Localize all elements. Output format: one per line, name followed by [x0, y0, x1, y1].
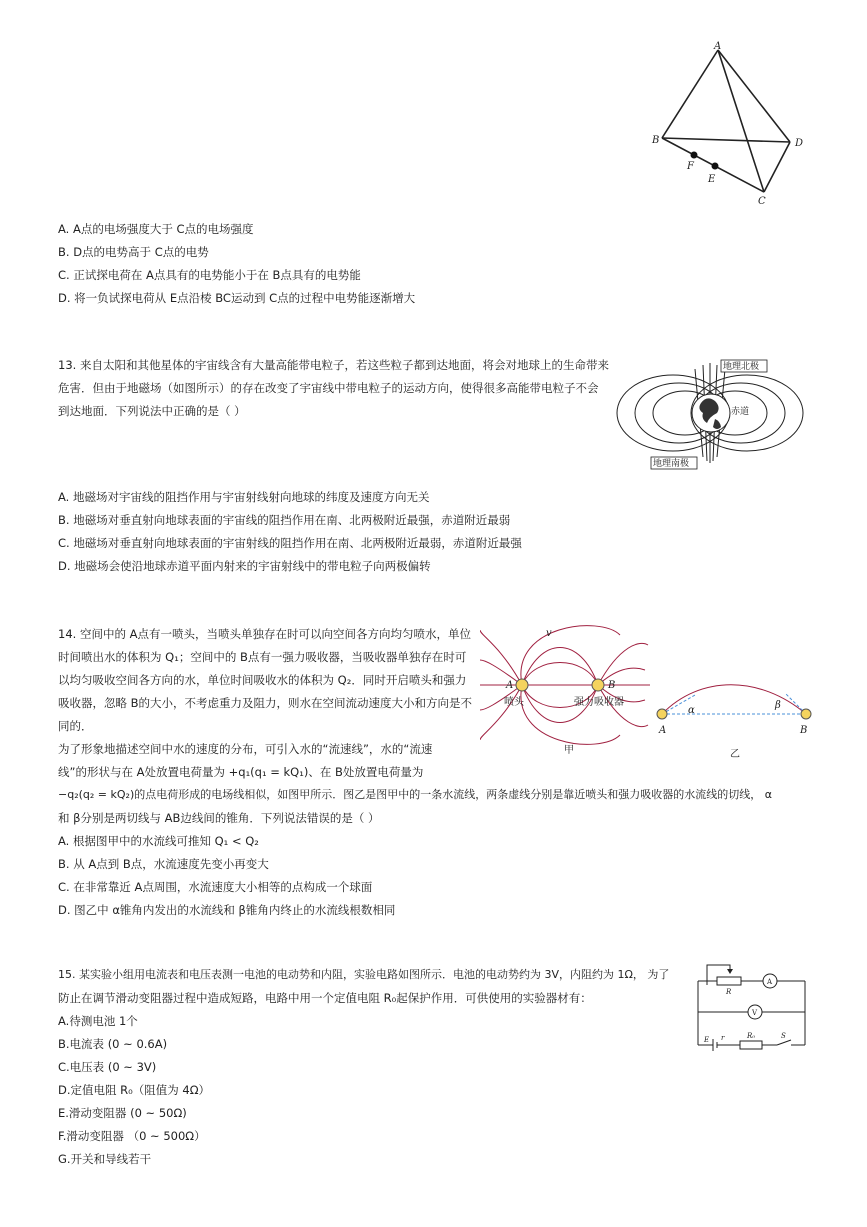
q14-stem-line-8: −q₂(q₂ = kQ₂)的点电荷形成的电场线相似，如图甲所示．图乙是图甲中的一条水流线，两条虚线分别是靠近喷头和强力吸收器的水流线的切线， α: [58, 788, 772, 801]
q15-item-g: G.开关和导线若干: [58, 1152, 152, 1166]
label-absorber: 强力吸收器: [574, 697, 624, 708]
label-r-internal: r: [721, 1034, 725, 1042]
q14-option-b: B. 从 A点到 B点，水流速度先变小再变大: [58, 857, 269, 871]
q13-stem-line-1: 13. 来自太阳和其他星体的宇宙线含有大量高能带电粒子，若这些粒子都到达地面，将会对地球上的生命带来: [58, 358, 609, 372]
q13-stem-line-2: 危害．但由于地磁场（如图所示）的存在改变了宇宙线中带电粒子的运动方向，使得很多高能带电粒子不会: [58, 381, 599, 395]
label-nozzle: 喷头: [504, 697, 524, 708]
q15-stem-line-2: 防止在调节滑动变阻器过程中造成短路，电路中用一个定值电阻 R₀起保护作用．可供使用的实验器材有：: [58, 991, 592, 1005]
q13-option-d: D. 地磁场会使沿地球赤道平面内射来的宇宙射线中的带电粒子向两极偏转: [58, 559, 431, 573]
q14-stem-line-7: 线”的形状与在 A处放置电荷量为 +q₁(q₁ = kQ₁)、在 B处放置电荷量为: [58, 765, 424, 779]
label-alpha: α: [688, 705, 695, 716]
label-a: A: [714, 41, 722, 52]
q13-option-c: C. 地磁场对垂直射向地球表面的宇宙射线的阻挡作用在南、北两极附近最弱，赤道附近最强: [58, 536, 522, 550]
q12-option-a: A. A点的电场强度大于 C点的电场强度: [58, 222, 254, 236]
label-beta: β: [775, 700, 781, 711]
q14-stem-line-1: 14. 空间中的 A点有一喷头，当喷头单独存在时可以向空间各方向均匀喷水，单位: [58, 627, 471, 641]
label-b-jia: B: [608, 680, 616, 691]
q14-stem-line-3: 以均匀吸收空间各方向的水，单位时间吸收水的体积为 Q₂．同时开启喷头和强力: [58, 673, 467, 687]
label-yi: 乙: [730, 749, 740, 760]
label-south-pole: 地理南极: [653, 459, 690, 469]
label-voltmeter: V: [752, 1009, 758, 1017]
q14-stem-line-9: 和 β分别是两切线与 AB边线间的锥角．下列说法错误的是（ ）: [58, 811, 380, 825]
q13-stem-line-3: 到达地面．下列说法中正确的是（ ）: [58, 404, 246, 418]
circuit-figure: [695, 960, 815, 1055]
label-f: F: [687, 161, 694, 172]
label-b: B: [652, 135, 660, 146]
q15-item-b: B.电流表 (0 ~ 0.6A): [58, 1037, 168, 1051]
label-r0: R₀: [747, 1032, 756, 1040]
q14-stem-line-6: 为了形象地描述空间中水的速度的分布，可引入水的“流速线”，水的“流速: [58, 742, 433, 756]
q12-option-c: C. 正试探电荷在 A点具有的电势能小于在 B点具有的电势能: [58, 268, 361, 282]
q14-stem-line-2: 时间喷出水的体积为 Q₁；空间中的 B点有一强力吸收器，当吸收器单独存在时可: [58, 650, 467, 664]
q14-option-c: C. 在非常靠近 A点周围，水流速度大小相等的点构成一个球面: [58, 880, 373, 894]
tetrahedron-figure: [640, 40, 820, 210]
flow-lines-figure-jia: [480, 625, 650, 760]
q14-option-d: D. 图乙中 α锥角内发出的水流线和 β锥角内终止的水流线根数相同: [58, 903, 396, 917]
q15-item-e: E.滑动变阻器 (0 ~ 50Ω): [58, 1106, 187, 1120]
geomagnetic-field-figure: [615, 355, 805, 475]
q12-option-d: D. 将一负试探电荷从 E点沿棱 BC运动到 C点的过程中电势能逐渐增大: [58, 291, 416, 305]
q12-option-b: B. D点的电势高于 C点的电势: [58, 245, 209, 259]
label-ammeter: A: [767, 978, 773, 986]
q15-item-d: D.定值电阻 R₀（阻值为 4Ω）: [58, 1083, 211, 1097]
label-d: D: [795, 138, 804, 149]
label-r: R: [726, 988, 732, 996]
q15-item-f: F.滑动变阻器 （0 ~ 500Ω）: [58, 1129, 206, 1143]
label-e: E: [708, 174, 716, 185]
label-equator: 赤道: [731, 407, 750, 417]
label-north-pole: 地理北极: [723, 362, 760, 372]
label-b-yi: B: [800, 725, 808, 736]
label-e: E: [704, 1036, 710, 1044]
q15-item-c: C.电压表 (0 ~ 3V): [58, 1060, 157, 1074]
label-s: S: [781, 1032, 786, 1040]
q14-option-a: A. 根据图甲中的水流线可推知 Q₁ < Q₂: [58, 834, 259, 848]
flow-line-figure-yi: [650, 665, 820, 760]
q13-option-a: A. 地磁场对宇宙线的阻挡作用与宇宙射线射向地球的纬度及速度方向无关: [58, 490, 430, 504]
label-c: C: [758, 196, 766, 207]
label-jia: 甲: [564, 745, 574, 756]
q14-stem-line-5: 同的．: [58, 719, 93, 733]
label-a-jia: A: [506, 680, 514, 691]
label-a-yi: A: [659, 725, 667, 736]
q14-stem-line-4: 吸收器，忽略 B的大小，不考虑重力及阻力，则水在空间流动速度大小和方向是不: [58, 696, 473, 710]
q15-item-a: A.待测电池 1个: [58, 1014, 138, 1028]
q13-option-b: B. 地磁场对垂直射向地球表面的宇宙线的阻挡作用在南、北两极附近最强，赤道附近最弱: [58, 513, 511, 527]
label-v: v: [546, 628, 552, 639]
q15-stem-line-1: 15. 某实验小组用电流表和电压表测一电池的电动势和内阻，实验电路如图所示．电池的电动势约为 3V，内阻约为 1Ω， 为了: [58, 968, 670, 981]
